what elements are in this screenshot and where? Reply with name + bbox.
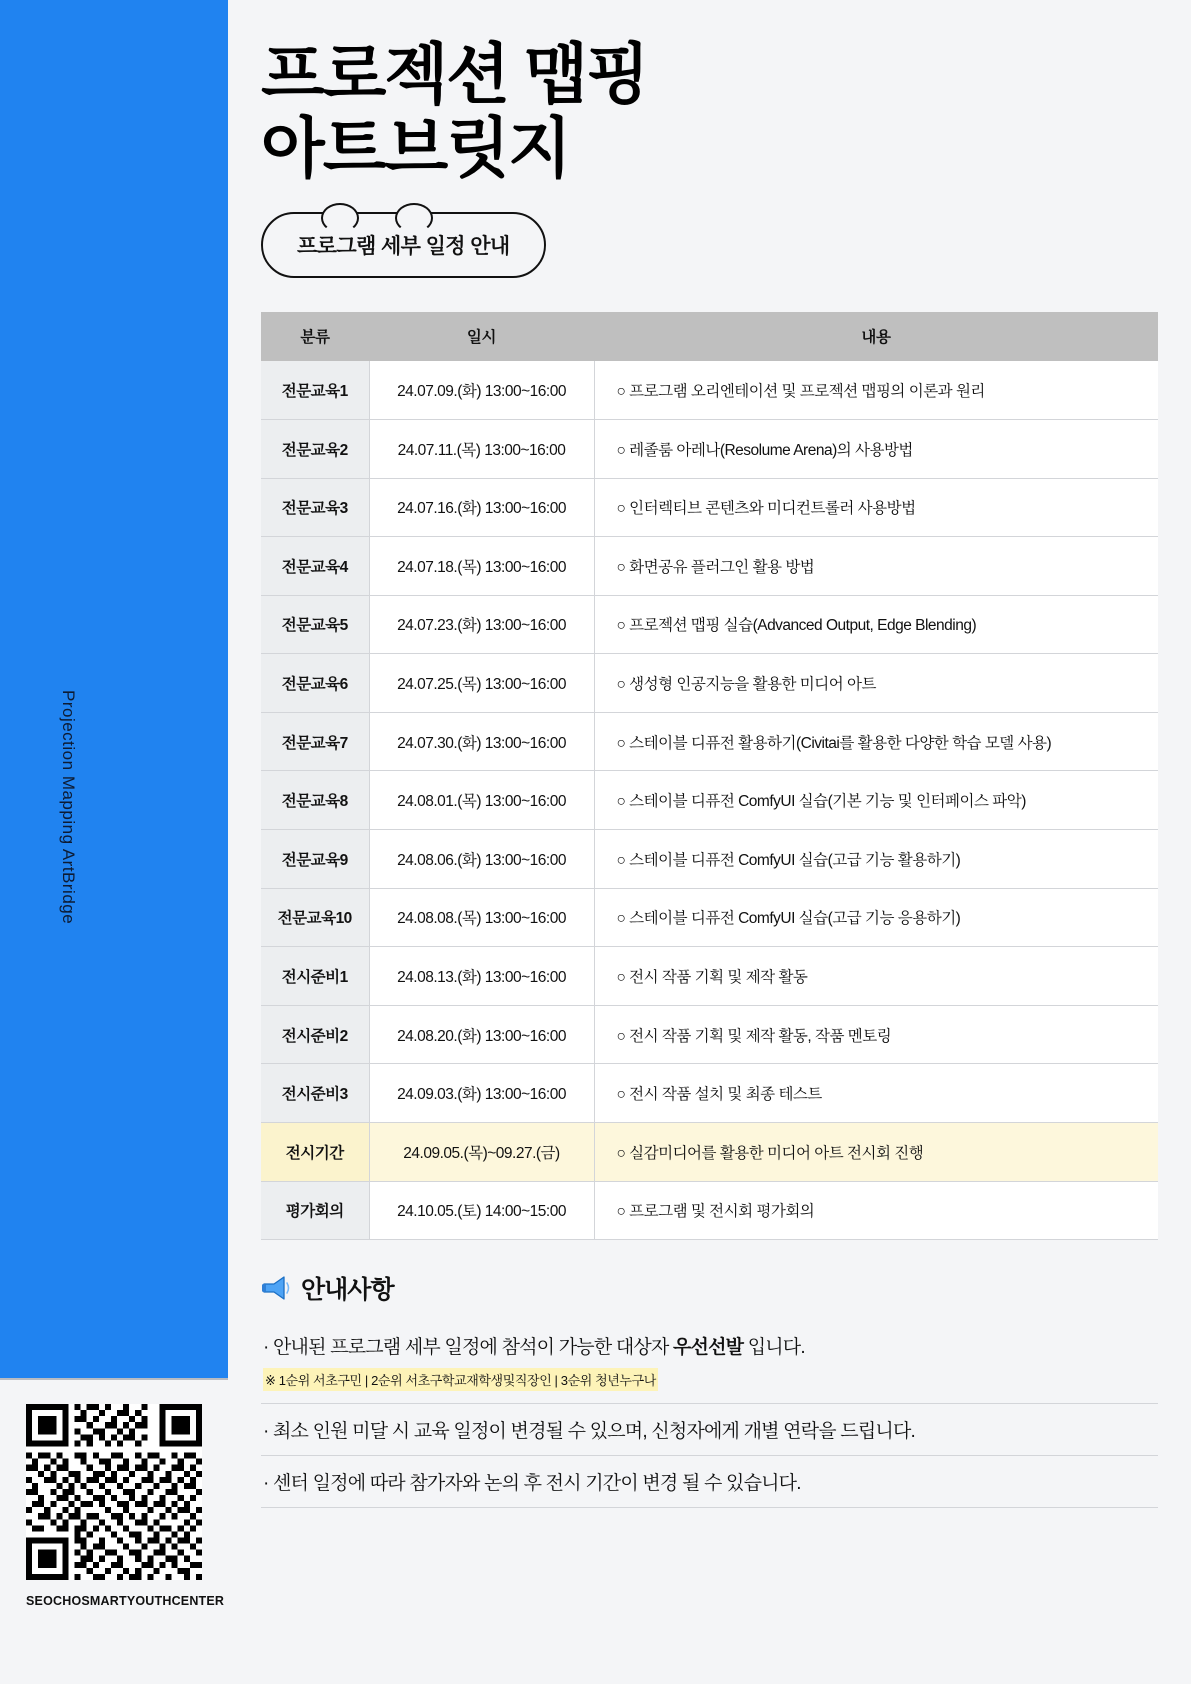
- cell-date: 24.08.13.(화) 13:00~16:00: [369, 947, 594, 1006]
- cell-date: 24.08.01.(목) 13:00~16:00: [369, 771, 594, 830]
- cell-content: ○ 실감미디어를 활용한 미디어 아트 전시회 진행: [594, 1123, 1158, 1182]
- table-row: [261, 947, 1158, 1006]
- cell-category: 평가회의: [261, 1181, 369, 1240]
- poster-content: [228, 0, 1191, 1684]
- cell-content: ○ 화면공유 플러그인 활용 방법: [594, 537, 1158, 596]
- table-row: [261, 830, 1158, 889]
- cell-content: ○ 전시 작품 기획 및 제작 활동, 작품 멘토링: [594, 1005, 1158, 1064]
- qr-code-image[interactable]: [26, 1404, 202, 1580]
- col-header-category: 분류: [261, 312, 369, 361]
- cell-content: ○ 스테이블 디퓨전 ComfyUI 실습(고급 기능 활용하기): [594, 830, 1158, 889]
- notice-item-subtext: ※ 1순위 서초구민 | 2순위 서초구학교재학생및직장인 | 3순위 청년누구나: [263, 1368, 658, 1391]
- cell-date: 24.07.09.(화) 13:00~16:00: [369, 361, 594, 420]
- table-row: [261, 712, 1158, 771]
- cell-date: 24.08.20.(화) 13:00~16:00: [369, 1005, 594, 1064]
- cell-content: ○ 스테이블 디퓨전 활용하기(Civitai를 활용한 다양한 학습 모델 사용): [594, 712, 1158, 771]
- notice-item: [261, 1404, 1158, 1456]
- subtitle-badge: 프로그램 세부 일정 안내: [261, 212, 546, 278]
- cell-date: 24.09.05.(목)~09.27.(금): [369, 1123, 594, 1182]
- table-row: [261, 478, 1158, 537]
- cell-category: 전문교육9: [261, 830, 369, 889]
- qr-block: [26, 1404, 225, 1608]
- title-line-2: 아트브릿지: [261, 110, 570, 185]
- cell-date: 24.07.18.(목) 13:00~16:00: [369, 537, 594, 596]
- table-body: [261, 361, 1158, 1240]
- vertical-program-label: Projection Mapping ArtBridge: [59, 690, 78, 925]
- notice-section: [261, 1270, 1158, 1508]
- table-header: [261, 312, 1158, 361]
- cell-content: ○ 전시 작품 기획 및 제작 활동: [594, 947, 1158, 1006]
- cell-content: ○ 프로그램 및 전시회 평가회의: [594, 1181, 1158, 1240]
- cell-category: 전문교육8: [261, 771, 369, 830]
- cell-category: 전문교육3: [261, 478, 369, 537]
- cell-content: ○ 프로그램 오리엔테이션 및 프로젝션 맵핑의 이론과 원리: [594, 361, 1158, 420]
- left-rail: [0, 0, 228, 1684]
- cell-category: 전시준비2: [261, 1005, 369, 1064]
- cell-content: ○ 인터렉티브 콘텐츠와 미디컨트롤러 사용방법: [594, 478, 1158, 537]
- table-row: [261, 888, 1158, 947]
- megaphone-icon: [261, 1275, 291, 1301]
- notice-text-lead: · 안내된 프로그램 세부 일정에 참석이 가능한 대상자: [263, 1337, 673, 1359]
- notice-text-emphasis: 우선선발: [673, 1337, 744, 1359]
- notice-item-text: [263, 1332, 1156, 1359]
- cell-category: 전시기간: [261, 1123, 369, 1182]
- col-header-content: 내용: [594, 312, 1158, 361]
- cell-category: 전문교육6: [261, 654, 369, 713]
- table-row: [261, 654, 1158, 713]
- notice-heading: [261, 1270, 1158, 1306]
- rail-divider: [0, 1378, 228, 1380]
- page-title: [261, 0, 1158, 186]
- cell-content: ○ 스테이블 디퓨전 ComfyUI 실습(기본 기능 및 인터페이스 파악): [594, 771, 1158, 830]
- table-row: [261, 1123, 1158, 1182]
- table-row: [261, 1181, 1158, 1240]
- notice-text-lead: · 센터 일정에 따라 참가자와 논의 후 전시 기간이 변경 될 수 있습니다.: [263, 1473, 801, 1495]
- cell-category: 전문교육5: [261, 595, 369, 654]
- cell-category: 전문교육7: [261, 712, 369, 771]
- cell-date: 24.10.05.(토) 14:00~15:00: [369, 1181, 594, 1240]
- cell-category: 전문교육4: [261, 537, 369, 596]
- table-row: [261, 771, 1158, 830]
- title-line-1: 프로젝션 맵핑: [261, 37, 648, 111]
- table-row: [261, 1064, 1158, 1123]
- cell-category: 전문교육10: [261, 888, 369, 947]
- qr-caption: SEOCHOSMARTYOUTHCENTER: [26, 1594, 225, 1608]
- cell-category: 전시준비1: [261, 947, 369, 1006]
- notice-item-text: [263, 1468, 1156, 1495]
- notice-text-lead: · 최소 인원 미달 시 교육 일정이 변경될 수 있으며, 신청자에게 개별 연락을 드립니다.: [263, 1421, 915, 1443]
- cell-date: 24.08.06.(화) 13:00~16:00: [369, 830, 594, 889]
- table-row: [261, 419, 1158, 478]
- cell-date: 24.07.23.(화) 13:00~16:00: [369, 595, 594, 654]
- blue-panel: [0, 0, 228, 1378]
- schedule-table: [261, 312, 1158, 1240]
- table-row: [261, 595, 1158, 654]
- cell-category: 전문교육1: [261, 361, 369, 420]
- table-row: [261, 537, 1158, 596]
- notice-text-tail: 입니다.: [743, 1337, 805, 1359]
- cell-content: ○ 스테이블 디퓨전 ComfyUI 실습(고급 기능 응용하기): [594, 888, 1158, 947]
- table-header-row: [261, 312, 1158, 361]
- cell-content: ○ 프로젝션 맵핑 실습(Advanced Output, Edge Blending): [594, 595, 1158, 654]
- cell-date: 24.07.16.(화) 13:00~16:00: [369, 478, 594, 537]
- notice-item: [261, 1320, 1158, 1404]
- notice-heading-text: 안내사항: [301, 1276, 394, 1305]
- cell-date: 24.09.03.(화) 13:00~16:00: [369, 1064, 594, 1123]
- cell-content: ○ 전시 작품 설치 및 최종 테스트: [594, 1064, 1158, 1123]
- table-row: [261, 361, 1158, 420]
- notice-item: [261, 1456, 1158, 1508]
- notice-list: [261, 1320, 1158, 1508]
- notice-item-text: [263, 1416, 1156, 1443]
- cell-date: 24.07.25.(목) 13:00~16:00: [369, 654, 594, 713]
- cell-date: 24.07.11.(목) 13:00~16:00: [369, 419, 594, 478]
- cell-date: 24.08.08.(목) 13:00~16:00: [369, 888, 594, 947]
- cell-category: 전문교육2: [261, 419, 369, 478]
- cell-content: ○ 레졸룸 아레나(Resolume Arena)의 사용방법: [594, 419, 1158, 478]
- cell-category: 전시준비3: [261, 1064, 369, 1123]
- cell-content: ○ 생성형 인공지능을 활용한 미디어 아트: [594, 654, 1158, 713]
- table-row: [261, 1005, 1158, 1064]
- cell-date: 24.07.30.(화) 13:00~16:00: [369, 712, 594, 771]
- col-header-date: 일시: [369, 312, 594, 361]
